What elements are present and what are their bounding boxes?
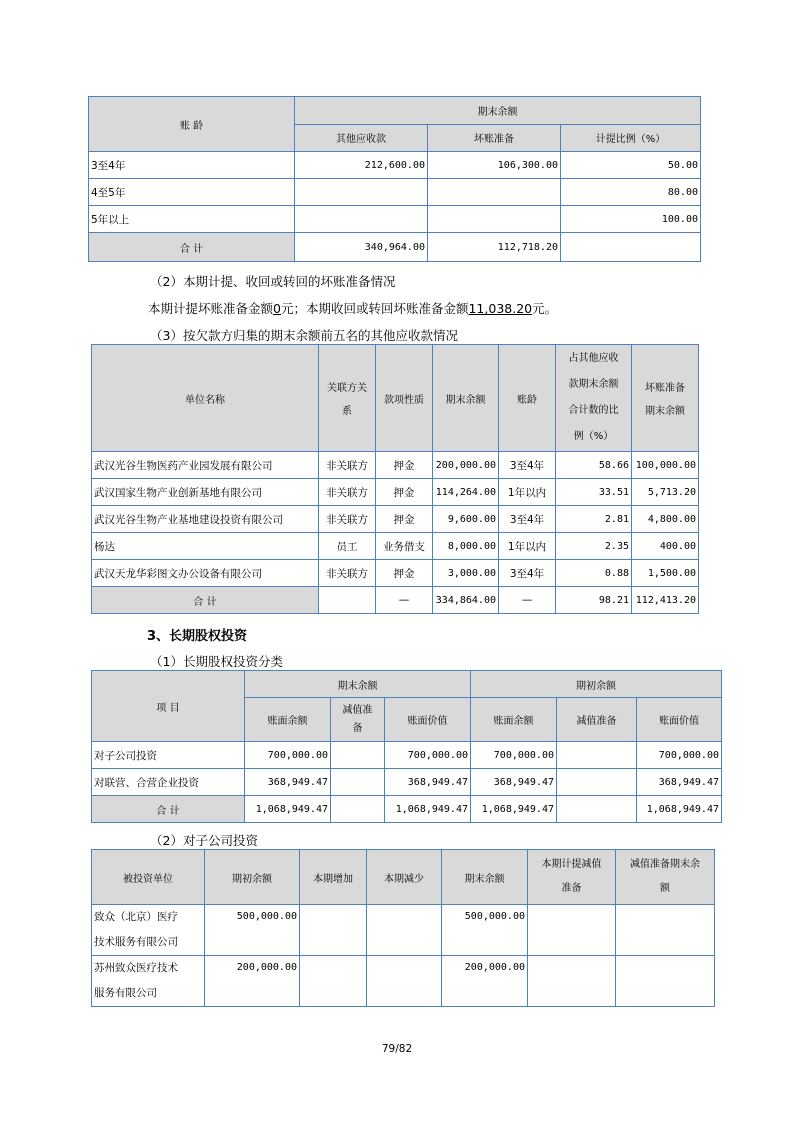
header-impairment bbox=[331, 698, 385, 742]
header-investee: 被投资单位 bbox=[92, 850, 205, 905]
total-label: 合 计 bbox=[89, 233, 295, 262]
imp-current-cell bbox=[528, 956, 616, 1007]
total-relation bbox=[319, 587, 376, 614]
opening-cell: 200,000.00 bbox=[205, 956, 300, 1007]
balance-cell: 8,000.00 bbox=[433, 533, 499, 560]
aging-cell: 3至4年 bbox=[89, 152, 295, 179]
table-row bbox=[92, 769, 722, 796]
bad-debt-text bbox=[148, 299, 557, 317]
investee-cell bbox=[92, 905, 205, 956]
name-cell: 武汉天龙华彩图文办公设备有限公司 bbox=[92, 560, 319, 587]
cell bbox=[331, 769, 385, 796]
name-line: 服务有限公司 bbox=[94, 987, 157, 999]
provision-cell: 106,300.00 bbox=[428, 152, 561, 179]
header-book-balance: 账面余额 bbox=[471, 698, 557, 742]
total-ratio bbox=[561, 233, 701, 262]
header-closing-balance: 期末余额 bbox=[295, 97, 701, 125]
relation-cell: 非关联方 bbox=[319, 479, 376, 506]
header-line: 备 bbox=[352, 722, 363, 734]
page-number: 79/82 bbox=[381, 1043, 413, 1055]
total-row bbox=[92, 796, 722, 823]
balance-cell: 3,000.00 bbox=[433, 560, 499, 587]
nature-cell: 押金 bbox=[376, 506, 433, 533]
cell: 368,949.47 bbox=[471, 769, 557, 796]
imp-current-cell bbox=[528, 905, 616, 956]
relation-cell: 员工 bbox=[319, 533, 376, 560]
header-provision bbox=[632, 345, 699, 452]
header-line: 关联方关 bbox=[327, 383, 367, 394]
aging-cell: 1年以内 bbox=[499, 533, 556, 560]
name-line: 技术服务有限公司 bbox=[94, 936, 178, 948]
name-cell: 武汉光谷生物产业基地建设投资有限公司 bbox=[92, 506, 319, 533]
cell bbox=[557, 769, 637, 796]
header-name: 单位名称 bbox=[92, 345, 319, 452]
header-impairment-end bbox=[616, 850, 715, 905]
closing-cell: 500,000.00 bbox=[442, 905, 528, 956]
header-balance: 期末余额 bbox=[433, 345, 499, 452]
header-line: 坏账准备 bbox=[645, 383, 685, 394]
total-label: 合 计 bbox=[92, 587, 319, 614]
table-row bbox=[89, 206, 701, 233]
provision-cell bbox=[428, 179, 561, 206]
aging-cell: 4至5年 bbox=[89, 179, 295, 206]
header-book-balance: 账面余额 bbox=[245, 698, 331, 742]
balance-cell: 114,264.00 bbox=[433, 479, 499, 506]
text-part: 元；本期收回或转回坏账准备金额 bbox=[280, 301, 469, 316]
opening-cell: 500,000.00 bbox=[205, 905, 300, 956]
provision-cell: 100,000.00 bbox=[632, 452, 699, 479]
aging-cell: 1年以内 bbox=[499, 479, 556, 506]
total-row bbox=[89, 233, 701, 262]
total-nature: — bbox=[376, 587, 433, 614]
header-closing-balance: 期末余额 bbox=[245, 671, 471, 698]
cell: 700,000.00 bbox=[637, 742, 722, 769]
decrease-cell bbox=[367, 956, 442, 1007]
header-opening-balance: 期初余额 bbox=[471, 671, 722, 698]
receivable-cell bbox=[295, 179, 428, 206]
cell: 368,949.47 bbox=[245, 769, 331, 796]
pct-cell: 33.51 bbox=[556, 479, 632, 506]
aging-table bbox=[88, 96, 701, 262]
name-line: 苏州致众医疗技术 bbox=[94, 962, 178, 974]
header-line: 准备 bbox=[561, 883, 582, 894]
header-line: 款期末余额 bbox=[568, 379, 619, 390]
header-line: 期末余额 bbox=[645, 406, 685, 417]
header-line: 例（%） bbox=[573, 431, 614, 442]
decrease-cell bbox=[367, 905, 442, 956]
header-impairment: 减值准备 bbox=[557, 698, 637, 742]
table-row bbox=[92, 506, 699, 533]
table-row bbox=[92, 533, 699, 560]
table-row bbox=[92, 479, 699, 506]
balance-cell: 200,000.00 bbox=[433, 452, 499, 479]
table-row bbox=[92, 742, 722, 769]
cell: 1,068,949.47 bbox=[245, 796, 331, 823]
section-heading-classification: （1）长期股权投资分类 bbox=[150, 654, 283, 669]
imp-end-cell bbox=[616, 956, 715, 1007]
header-closing: 期末余额 bbox=[442, 850, 528, 905]
nature-cell: 押金 bbox=[376, 479, 433, 506]
receivable-cell bbox=[295, 206, 428, 233]
reversal-amount: 11,038.20 bbox=[468, 301, 533, 316]
aging-cell: 3至4年 bbox=[499, 452, 556, 479]
header-line: 系 bbox=[342, 406, 352, 417]
table-row bbox=[89, 152, 701, 179]
header-line: 本期计提减值 bbox=[541, 859, 602, 870]
text-part: 本期计提坏账准备金额 bbox=[148, 301, 274, 316]
provision-cell: 1,500.00 bbox=[632, 560, 699, 587]
header-item: 项 目 bbox=[92, 671, 245, 742]
provision-cell bbox=[428, 206, 561, 233]
total-row bbox=[92, 587, 699, 614]
ratio-cell: 100.00 bbox=[561, 206, 701, 233]
provision-cell: 400.00 bbox=[632, 533, 699, 560]
increase-cell bbox=[300, 956, 367, 1007]
pct-cell: 58.66 bbox=[556, 452, 632, 479]
relation-cell: 非关联方 bbox=[319, 506, 376, 533]
table-row bbox=[92, 452, 699, 479]
provision-amount: 0 bbox=[273, 301, 281, 316]
cell: 700,000.00 bbox=[245, 742, 331, 769]
header-book-value: 账面价值 bbox=[637, 698, 722, 742]
section-title-long-term-equity: 3、长期股权投资 bbox=[147, 629, 248, 644]
pct-cell: 2.35 bbox=[556, 533, 632, 560]
header-bad-debt: 坏账准备 bbox=[428, 124, 561, 152]
cell: 1,068,949.47 bbox=[471, 796, 557, 823]
header-percentage bbox=[556, 345, 632, 452]
header-impairment-current bbox=[528, 850, 616, 905]
total-provision: 112,413.20 bbox=[632, 587, 699, 614]
header-increase: 本期增加 bbox=[300, 850, 367, 905]
header-line: 减值准 bbox=[342, 704, 373, 716]
header-aging: 账 龄 bbox=[89, 97, 295, 152]
header-opening: 期初余额 bbox=[205, 850, 300, 905]
header-decrease: 本期减少 bbox=[367, 850, 442, 905]
name-cell: 武汉国家生物产业创新基地有限公司 bbox=[92, 479, 319, 506]
relation-cell: 非关联方 bbox=[319, 452, 376, 479]
cell bbox=[331, 796, 385, 823]
cell bbox=[557, 742, 637, 769]
pct-cell: 0.88 bbox=[556, 560, 632, 587]
subsidiary-investment-table bbox=[91, 849, 715, 1007]
imp-end-cell bbox=[616, 905, 715, 956]
increase-cell bbox=[300, 905, 367, 956]
item-cell: 对子公司投资 bbox=[92, 742, 245, 769]
text-part: 元。 bbox=[532, 301, 558, 316]
relation-cell: 非关联方 bbox=[319, 560, 376, 587]
nature-cell: 押金 bbox=[376, 560, 433, 587]
aging-cell: 5年以上 bbox=[89, 206, 295, 233]
header-nature: 款项性质 bbox=[376, 345, 433, 452]
header-aging: 账龄 bbox=[499, 345, 556, 452]
section-heading-top5: （3）按欠款方归集的期末余额前五名的其他应收款情况 bbox=[150, 328, 458, 343]
header-relation bbox=[319, 345, 376, 452]
nature-cell: 业务借支 bbox=[376, 533, 433, 560]
total-provision: 112,718.20 bbox=[428, 233, 561, 262]
top5-table bbox=[91, 344, 699, 614]
ratio-cell: 80.00 bbox=[561, 179, 701, 206]
total-aging: — bbox=[499, 587, 556, 614]
section-heading-bad-debt-changes: （2）本期计提、收回或转回的坏账准备情况 bbox=[150, 274, 396, 289]
table-row bbox=[92, 905, 715, 956]
aging-cell: 3至4年 bbox=[499, 506, 556, 533]
aging-cell: 3至4年 bbox=[499, 560, 556, 587]
header-book-value: 账面价值 bbox=[385, 698, 471, 742]
total-label: 合 计 bbox=[92, 796, 245, 823]
cell: 368,949.47 bbox=[385, 769, 471, 796]
cell: 1,068,949.47 bbox=[637, 796, 722, 823]
provision-cell: 4,800.00 bbox=[632, 506, 699, 533]
name-cell: 武汉光谷生物医药产业园发展有限公司 bbox=[92, 452, 319, 479]
cell: 1,068,949.47 bbox=[385, 796, 471, 823]
table-row bbox=[89, 179, 701, 206]
table-row bbox=[92, 560, 699, 587]
cell bbox=[557, 796, 637, 823]
equity-investment-table bbox=[91, 670, 722, 823]
ratio-cell: 50.00 bbox=[561, 152, 701, 179]
name-cell: 杨达 bbox=[92, 533, 319, 560]
header-line: 额 bbox=[660, 883, 670, 894]
section-heading-subsidiary: （2）对子公司投资 bbox=[150, 833, 258, 848]
investee-cell bbox=[92, 956, 205, 1007]
cell bbox=[331, 742, 385, 769]
nature-cell: 押金 bbox=[376, 452, 433, 479]
closing-cell: 200,000.00 bbox=[442, 956, 528, 1007]
header-line: 减值准备期末余 bbox=[630, 859, 700, 870]
total-balance: 334,864.00 bbox=[433, 587, 499, 614]
total-receivable: 340,964.00 bbox=[295, 233, 428, 262]
header-line: 占其他应收 bbox=[568, 353, 619, 364]
receivable-cell: 212,600.00 bbox=[295, 152, 428, 179]
table-row bbox=[92, 956, 715, 1007]
header-ratio: 计提比例（%） bbox=[561, 124, 701, 152]
provision-cell: 5,713.20 bbox=[632, 479, 699, 506]
balance-cell: 9,600.00 bbox=[433, 506, 499, 533]
cell: 700,000.00 bbox=[385, 742, 471, 769]
cell: 368,949.47 bbox=[637, 769, 722, 796]
name-line: 致众（北京）医疗 bbox=[94, 911, 178, 923]
header-other-receivables: 其他应收款 bbox=[295, 124, 428, 152]
cell: 700,000.00 bbox=[471, 742, 557, 769]
pct-cell: 2.81 bbox=[556, 506, 632, 533]
item-cell: 对联营、合营企业投资 bbox=[92, 769, 245, 796]
header-line: 合计数的比 bbox=[568, 405, 619, 416]
total-pct: 98.21 bbox=[556, 587, 632, 614]
